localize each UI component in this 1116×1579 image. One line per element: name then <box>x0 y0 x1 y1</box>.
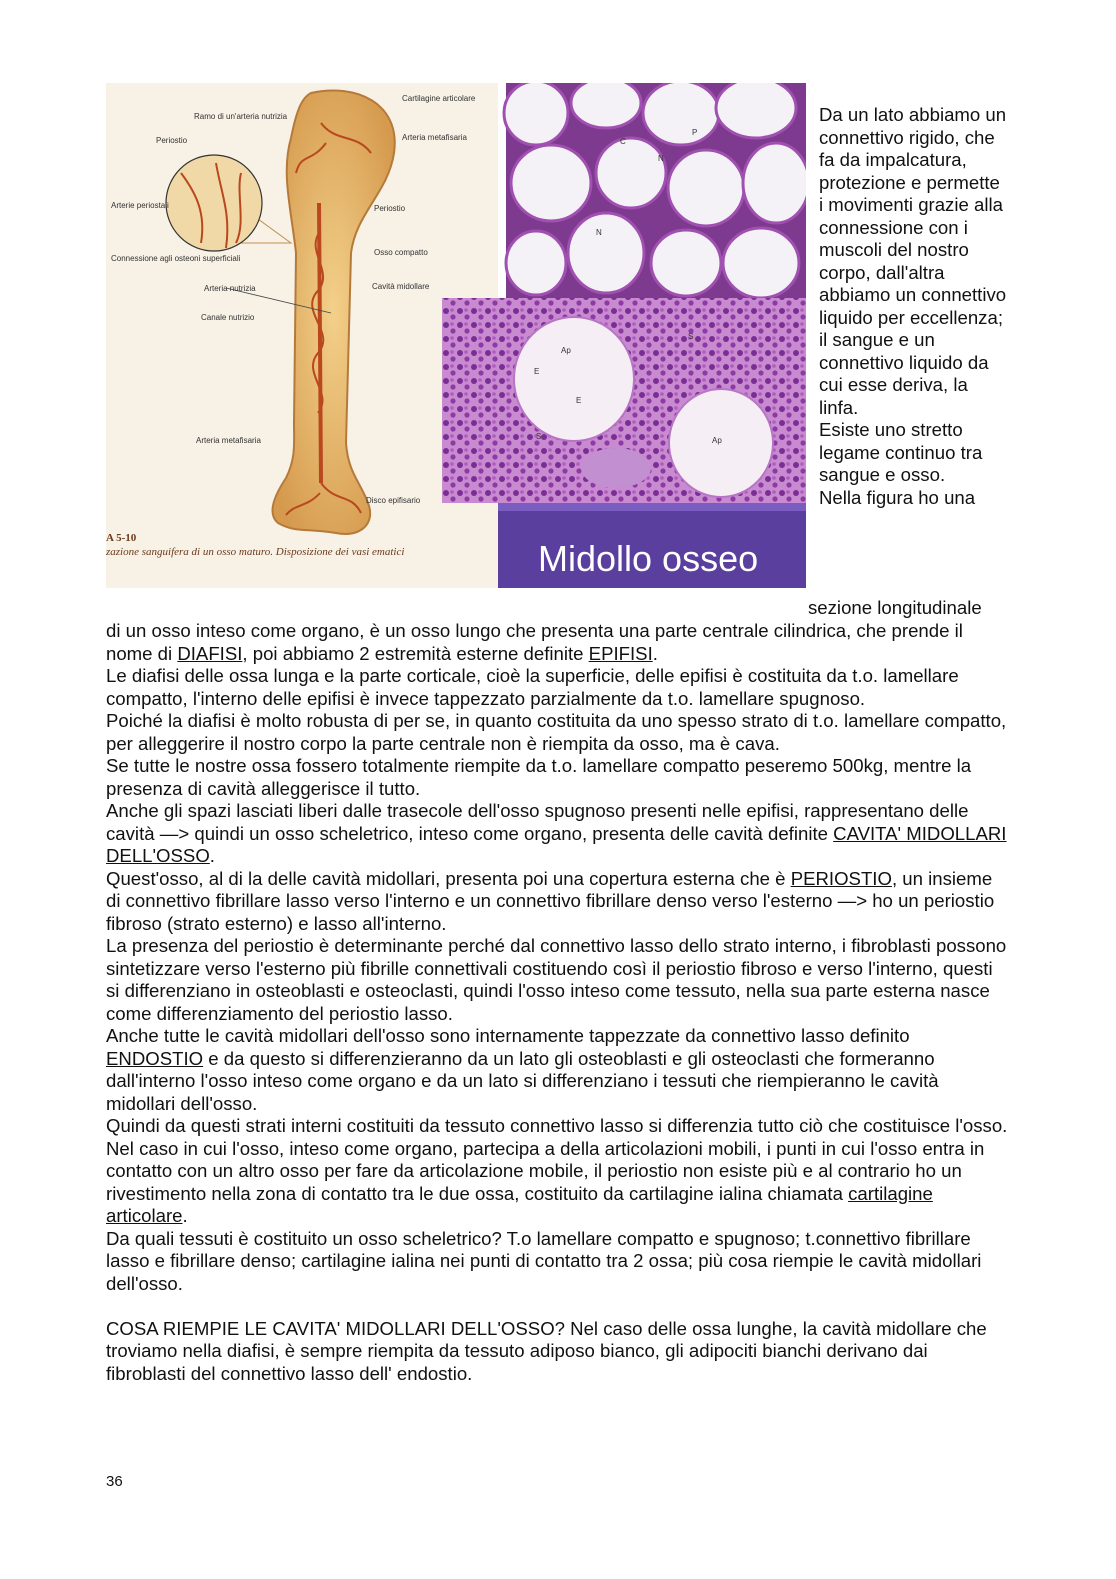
paragraph-8 <box>106 1025 1011 1115</box>
paragraph-11: Da quali tessuti è costituito un osso scheletrico? T.o lamellare compatto e spugnoso; t.connettivo fibrillare lasso e fibrillare denso; cartilagine ialina nei punti di contatto tra 2 ossa; più cosa riempie le cavità midollari dell'osso. <box>106 1227 982 1294</box>
paragraph-3: Poiché la diafisi è molto robusta di per se, in quanto costituita da uno spesso strato di t.o. lamellare compatto, per alleggerire il nostro corpo la parte centrale non è riempita da osso, ma è cava. <box>106 710 1007 754</box>
paragraph-2: Le diafisi delle ossa lunga e la parte corticale, cioè la superficie, delle epifisi è costituita da t.o. lamellare compatto, l'interno delle epifisi è invece tappezzato parzialmente da t.o. lamellare spugnoso. <box>106 665 959 709</box>
side-paragraph-3: Nella figura ho una <box>819 486 976 508</box>
paragraph-1-text-a: di un osso inteso come organo, è un osso lungo che presenta una parte centrale cilindrica, che prende il nome di <box>106 620 963 664</box>
adipose-tissue-micrograph <box>504 83 806 298</box>
label-ramo: Ramo di un'arteria nutrizia <box>194 112 288 121</box>
micro-label-n1: N <box>658 154 664 163</box>
paragraph-1-text-b: , poi abbiamo 2 estremità esterne definite <box>242 642 589 664</box>
label-arteria-nutrizia: Arteria nutrizia <box>204 284 256 293</box>
paragraph-8-text-a: Anche tutte le cavità midollari dell'osso sono internamente tappezzate da connettivo lasso definito <box>106 1025 910 1046</box>
label-canale-nutrizio: Canale nutrizio <box>201 313 255 322</box>
paragraph-1 <box>106 620 1011 665</box>
paragraph-12: COSA RIEMPIE LE CAVITA' MIDOLLARI DELL'OSSO? Nel caso delle ossa lunghe, la cavità midollare che troviamo nella diafisi, è sempre riempita da tessuto adiposo bianco, gli adipociti bianchi derivano dai fibroblasti del connettivo lasso dell' endostio. <box>106 1317 987 1384</box>
term-cartilagine-articolare: cartilagine articolare <box>106 1182 933 1226</box>
paragraph-5-text-a: Anche gli spazi lasciati liberi dalle trasecole dell'osso spugnoso presenti nelle epifisi, rappresentano delle cavità —> quindi un osso scheletrico, inteso come organo, presenta delle cavità definite <box>106 800 969 844</box>
paragraph-4: Se tutte le nostre ossa fossero totalmente riempite da t.o. lamellare compatto peseremo 500kg, mentre la presenza di cavità alleggerisce il tutto. <box>106 755 972 799</box>
banner-title: Midollo osseo <box>538 538 759 579</box>
micro-label-e1: E <box>534 367 540 376</box>
side-paragraph-2: Esiste uno stretto legame continuo tra sangue e osso. <box>819 419 983 485</box>
label-disco-epifisario: Disco epifisario <box>366 496 421 505</box>
label-osso-compatto: Osso compatto <box>374 248 428 257</box>
paragraph-5-text-b: . <box>209 845 215 866</box>
term-diafisi: DIAFISI <box>177 642 243 664</box>
caption-text: zazione sanguifera di un osso maturo. Disposizione dei vasi ematici <box>106 546 405 558</box>
body-text <box>106 620 1011 1385</box>
side-last-line: sezione longitudinale <box>808 597 982 618</box>
paragraph-6-text-a: Quest'osso, al di la delle cavità midollari, presenta poi una copertura esterna che è <box>106 867 791 889</box>
paragraph-8-text-b: e da questo si differenzieranno da un lato gli osteoblasti e gli osteoclasti che formeranno dall'interno l'osso inteso come organo e da un lato si differenziano i tessuti che riempieranno le cavità midollari dell'osso. <box>106 1047 939 1114</box>
label-arteria-metafisaria-bottom: Arteria metafisaria <box>196 436 261 445</box>
bone-marrow-micrograph <box>442 298 806 503</box>
midollo-osseo-banner <box>498 503 806 588</box>
paragraph-10-text-b: . <box>182 1205 188 1226</box>
label-arterie-periostali: Arterie periostali <box>111 201 169 210</box>
label-cartilagine: Cartilagine articolare <box>402 94 476 103</box>
side-paragraph: Da un lato abbiamo un connettivo rigido, che fa da impalcatura, protezione e permette i movimenti grazie alla connessione con i muscoli del nostro corpo, dall'altra abbiamo un connettivo liquido per eccellenza; il sangue e un connettivo liquido da cui esse deriva, la linfa. <box>819 104 1007 418</box>
micro-label-s1: S <box>536 432 542 441</box>
micro-label-p: P <box>692 128 698 137</box>
micro-label-n2: N <box>596 228 602 237</box>
term-cavita-midollari: CAVITA' MIDOLLARI DELL'OSSO <box>106 822 1007 866</box>
micro-label-c: C <box>620 137 626 146</box>
paragraph-6-text-b: , un insieme di connettivo fibrillare lasso verso l'interno e un connettivo fibrillare denso verso l'esterno —> ho un periostio fibroso (strato esterno) e lasso all'interno. <box>106 867 995 934</box>
paragraph-gap <box>106 1295 1011 1318</box>
paragraph-1-text-c: . <box>652 642 658 664</box>
paragraph-5 <box>106 800 1011 868</box>
term-periostio: PERIOSTIO <box>790 867 892 889</box>
term-epifisi: EPIFISI <box>588 642 653 664</box>
term-endostio: ENDOSTIO <box>106 1047 204 1069</box>
micro-label-e2: E <box>576 396 582 405</box>
label-cavita-midollare: Cavità midollare <box>372 282 430 291</box>
micro-label-ap2: Ap <box>712 436 722 445</box>
paragraph-10-text-a: Nel caso in cui l'osso, inteso come organo, partecipa a della articolazioni mobili, i punti in cui l'osso entra in contatto con un altro osso per fare da articolazione mobile, il periostio non esiste più e al contrario ho un rivestimento nella zona di contatto tra le due ossa, costituito da cartilagine ialina chiamata <box>106 1137 985 1204</box>
page-number: 36 <box>106 1473 123 1490</box>
micro-label-ap1: Ap <box>561 346 571 355</box>
periosteum-magnifier <box>166 155 262 251</box>
label-connessione: Connessione agli osteoni superficiali <box>111 254 241 263</box>
caption-number: A 5-10 <box>106 532 137 544</box>
paragraph-10 <box>106 1138 1011 1228</box>
micro-label-s2: S <box>688 332 694 341</box>
bone-and-marrow-figure <box>106 83 806 588</box>
label-periostio-left: Periostio <box>156 136 188 145</box>
paragraph-6 <box>106 868 1011 936</box>
paragraph-7: La presenza del periostio è determinante perché dal connettivo lasso dello strato interno, i fibroblasti possono sintetizzare verso l'esterno più fibrille connettivali costituendo così il periostio fibroso e verso l'interno, questi si differenziano in osteoblasti e osteoclasti, quindi l'osso inteso come tessuto, nella sua parte esterna nasce come differenziamento del periostio lasso. <box>106 935 1007 1024</box>
side-column-text <box>819 104 1009 509</box>
paragraph-9: Quindi da questi strati interni costituiti da tessuto connettivo lasso si differenzia tutto ciò che costituisce l'osso. <box>106 1115 1008 1136</box>
label-arteria-metafisaria-top: Arteria metafisaria <box>402 133 467 142</box>
label-periostio-right: Periostio <box>374 204 406 213</box>
